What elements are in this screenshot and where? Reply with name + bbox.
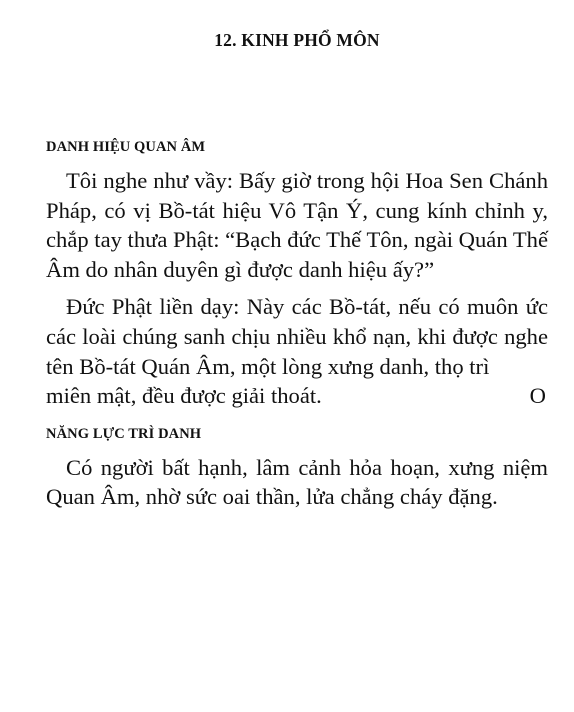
paragraph-fire: Có người bất hạnh, lâm cảnh hỏa hoạn, xưng niệm Quan Âm, nhờ sức oai thần, lửa chẳng cháy đặng.: [46, 454, 548, 510]
paragraph-last-line-text: miên mật, đều được giải thoát.: [46, 383, 322, 409]
chapter-title: 12. KINH PHỔ MÔN: [214, 30, 380, 50]
end-mark: O: [529, 383, 546, 409]
paragraph-intro: Tôi nghe như vầy: Bấy giờ trong hội Hoa Sen Chánh Pháp, có vị Bồ-tát hiệu Vô Tận Ý, cung kính chỉnh y, chắp tay thưa Phật: “Bạch đức Thế Tôn, ngài Quán Thế Âm do nhân duyên gì được danh hiệu ấy?”: [46, 168, 548, 282]
paragraph-buddha-teaching-text: Đức Phật liền dạy: Này các Bồ-tát, nếu có muôn ức các loài chúng sanh chịu nhiều khổ nạn, khi được nghe tên Bồ-tát Quán Âm, một lòng xưng danh, thọ trì: [46, 294, 548, 379]
paragraph-last-line: [46, 381, 548, 411]
section-heading-danh-hieu: DANH HIỆU QUAN ÂM: [46, 139, 206, 155]
paragraph-buddha-teaching: [46, 292, 548, 410]
section-heading-nang-luc: NĂNG LỰC TRÌ DANH: [46, 425, 202, 442]
